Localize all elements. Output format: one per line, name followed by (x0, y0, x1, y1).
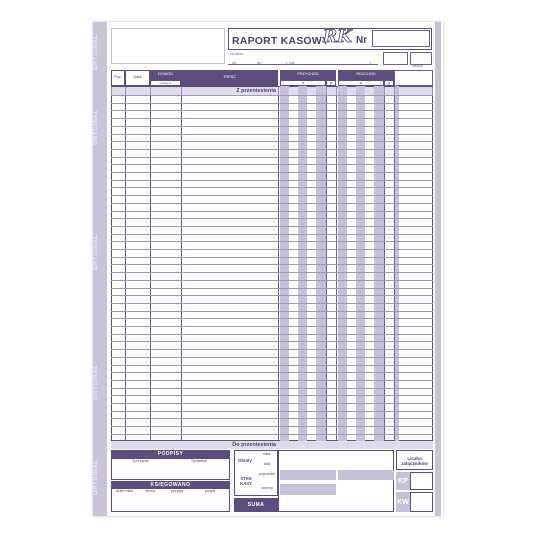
col-tresc: TREŚĆ (181, 70, 278, 86)
za-okres-label: za okres (230, 52, 244, 56)
obroty-dzis-label: dziś (263, 462, 271, 466)
col-extra (394, 70, 433, 86)
podpisy-header: PODPISY (111, 450, 230, 458)
kp-badge: KP (396, 472, 410, 490)
suma-label: SUMA (234, 498, 278, 512)
col-przychod: PRZYCHÓD (280, 70, 336, 80)
watermark-3: ORYGINAŁ (93, 234, 99, 271)
z-przeniesienia-label: Z przeniesienia (236, 88, 276, 94)
period-field[interactable] (228, 56, 378, 65)
watermark-4: ORYGINAŁ (93, 364, 99, 401)
kw-count-field[interactable] (410, 492, 433, 512)
przychod-zl: zł (280, 80, 326, 86)
col-dowod: DOWÓD (150, 70, 181, 80)
kw-badge: KW (396, 492, 410, 512)
nr-field[interactable] (372, 30, 430, 47)
od-label: od (232, 60, 237, 65)
r-label: r. (370, 60, 373, 65)
strona-label: Strona (412, 64, 423, 68)
do-przeniesienia-label: Do przeniesienia (232, 442, 276, 448)
nr-label: Nr (356, 35, 368, 46)
rk-logo: RK (323, 27, 352, 47)
shade-przychod-poprzedni (280, 470, 336, 480)
col-rozchod: ROZCHÓD (338, 70, 394, 80)
przychod-gr: gr (326, 80, 336, 86)
report-title: RAPORT KASOWY (232, 35, 330, 47)
watermark-2: ORYGINAŁ (93, 109, 99, 146)
obroty-label: Obroty (238, 458, 252, 463)
watermark-5: ORYGINAŁ (93, 459, 99, 496)
rok-label: r. kal. (286, 60, 296, 65)
page-field[interactable] (383, 52, 408, 65)
col-dowod-sub: rodzaj nr (150, 80, 181, 86)
shade-przychod-obecny (280, 484, 336, 495)
stamp-box (111, 28, 225, 64)
shade-rozchod-poprzedni (338, 470, 394, 480)
stan-obecny-label: obecny (261, 486, 273, 490)
totals-values-box[interactable] (278, 450, 394, 512)
col-poz: Poz. (111, 70, 125, 86)
strona-col-label: strona (145, 489, 155, 493)
dzien-mies-label: dzień mies. (115, 489, 135, 493)
col-data: Data (125, 70, 150, 86)
obroty-mies-label: mies. (262, 452, 272, 456)
right-strip (435, 22, 441, 516)
stan-poprzedni-label: poprzedni (259, 472, 275, 476)
sporzadzil-label: Sporządził (132, 459, 149, 463)
watermark-1: ORYGINAŁ (93, 34, 99, 71)
sprawdzil-label: Sprawdził (191, 459, 207, 463)
stan-kasy-label: STAN KASY (240, 476, 252, 486)
ksiegowano-header: KSIĘGOWANO (111, 481, 230, 488)
liczba-zalacznikow-label: Liczba załączników (401, 456, 428, 466)
kp-count-field[interactable] (410, 472, 433, 490)
podpis-label: podpis (204, 489, 216, 493)
do-label: do (257, 60, 262, 65)
rozchod-gr: gr (384, 80, 394, 86)
rozchod-zl: zł (338, 80, 384, 86)
pozycja-label: pozycja (170, 489, 184, 493)
